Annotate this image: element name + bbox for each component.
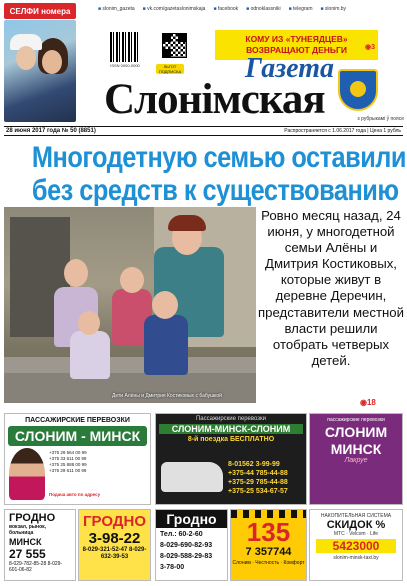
ad6-phone-2: 8-029-690-82-93	[160, 542, 213, 549]
photo-child-body-3	[144, 315, 188, 375]
coat-of-arms-icon	[338, 69, 378, 111]
issue-info: Распространяется с 1.06.2017 года | Цена 1 рубль	[284, 128, 401, 134]
ad1-photo	[9, 448, 45, 500]
ad2-free: 8-й поездка БЕСПЛАТНО	[187, 436, 275, 443]
photo-step-upper	[4, 357, 256, 373]
headline[interactable]	[31, 141, 406, 207]
ad1-phone-2: +375 33 611 00 99	[49, 456, 87, 461]
ad6-phone-4: 3-78-00	[160, 564, 185, 571]
photo-woman-hair	[168, 215, 206, 231]
ad-passenger-transport[interactable]	[4, 413, 151, 505]
photo-child-face-2	[64, 259, 88, 287]
ad4-phones: 8-029-782-85-28 8-029-601-06-82	[9, 561, 63, 573]
ad3-title-2: МИНСК	[330, 441, 382, 457]
ad2-head: Пассажирские перевозки	[195, 416, 267, 422]
headline-line-1: Многодетную семью оставили	[31, 141, 406, 174]
ad7-phone: 7 357744	[245, 546, 292, 558]
ad-taxi-135[interactable]	[230, 509, 307, 581]
ad-discount-system[interactable]	[309, 509, 403, 581]
ad3-brand: Лакруе	[344, 457, 368, 464]
ad2-route: СЛОНИМ-МИНСК-СЛОНИМ	[159, 424, 303, 434]
photo-child-face-4	[78, 311, 100, 335]
ad4-phone-short: 27 555	[9, 547, 46, 561]
selfie-photo	[4, 20, 76, 122]
ad4-stops: вокзал, рынок, больница	[9, 524, 47, 536]
selfie-face-left	[16, 46, 36, 70]
ad2-phone-1: 8-01562 3-99-99	[228, 461, 280, 468]
ad-grodno-yellow[interactable]	[78, 509, 151, 581]
ad6-phone-1: Тел.: 60-2-60	[160, 531, 203, 538]
promo-page-ref: ◉3	[365, 44, 376, 51]
lead-paragraph: Ровно месяц назад, 24 июня, у многодетной семьи Алёны и Дмитрия Костиковых, которые живут в деревне Деречин, представители местной власти решили отобрать четверых детей.	[258, 208, 404, 368]
social-link-site[interactable]: ■ slonim.by	[321, 6, 347, 12]
issue-date: 28 июня 2017 года № 50 (8851)	[6, 128, 96, 134]
ad1-route: СЛОНИМ - МИНСК	[8, 426, 147, 446]
ad1-phone-3: +375 25 888 00 99	[49, 462, 87, 467]
ad2-phones	[228, 460, 288, 496]
ad2-phone-3: +375-29 785-44-88	[228, 479, 288, 486]
logo-title: Слонімская	[104, 76, 325, 123]
ad8-site[interactable]: slonim-minsk-taxi.by	[333, 555, 379, 561]
ad8-title: СКИДОК %	[326, 519, 386, 531]
ad8-operators: МТС · Velcom · Life	[333, 531, 379, 537]
tagline: з рубрыкамі ў поясе	[357, 116, 404, 122]
photo-caption: Дети Алёны и Дмитрия Костиковых с бабушкой	[112, 393, 222, 399]
issn-number: ISSN 0000-0000	[110, 63, 140, 68]
selfie-tag: СЕЛФИ номера	[4, 3, 76, 19]
ad7-number: 135	[246, 517, 291, 547]
ad6-title: Гродно	[156, 510, 227, 528]
ad5-phone-short: 3-98-22	[88, 530, 141, 547]
subscription-sticker: ЛЬГОТ ПОДПИСКА	[156, 64, 184, 74]
ad1-phone-4: +375 29 611 00 99	[49, 468, 87, 473]
ad3-title-1: СЛОНИМ	[324, 424, 388, 440]
social-links	[98, 3, 403, 15]
social-link-telegram[interactable]: ■ telegram	[289, 6, 313, 12]
ad4-title: ГРОДНО	[9, 512, 56, 524]
ad1-phones	[49, 450, 87, 474]
logo-gazeta: Газета	[245, 53, 334, 84]
selfie-face-right	[42, 50, 62, 74]
ad2-phone-2: +375-44 785-44-88	[228, 470, 288, 477]
ad6-phone-3: 8-029-588-29-83	[160, 553, 213, 560]
photo-child-body-4	[70, 331, 110, 379]
ad-slonim-minsk-lakrue[interactable]	[309, 413, 403, 505]
promo-line-1: КОМУ ИЗ «ТУНЕЯДЦЕВ»	[245, 34, 348, 44]
barcode-icon	[110, 32, 138, 62]
social-link-vk[interactable]: ■ vk.com/gazetaslonimskaja	[143, 6, 206, 12]
ad1-note: Подача авто по адресу	[49, 492, 101, 497]
ad-slonim-minsk-slonim[interactable]	[155, 413, 307, 505]
ad2-phone-4: +375-25 534-67-57	[228, 488, 288, 495]
ad4-city: МИНСК	[9, 537, 42, 547]
ad8-subtitle: НАКОПИТЕЛЬНАЯ СИСТЕМА	[320, 513, 392, 519]
social-link-facebook[interactable]: ■ facebook	[213, 6, 238, 12]
ad-grodno-minsk[interactable]	[4, 509, 76, 581]
social-link-ok[interactable]: ■ odnoklassniki	[246, 6, 280, 12]
van-icon	[161, 462, 223, 492]
promo-line-2: ВОЗВРАЩАЮТ ДЕНЬГИ	[246, 45, 347, 55]
ad1-phone-1: +375 29 564 00 99	[49, 450, 87, 455]
social-link-instagram[interactable]: ■ slonim_gazeta	[98, 6, 135, 12]
photo-child-face-3	[152, 291, 178, 319]
ad5-title: ГРОДНО	[83, 513, 146, 530]
headline-line-2: без средств к существованию	[31, 174, 399, 207]
photo-child-face-1	[120, 267, 144, 293]
lead-page-ref: ◉18	[360, 398, 376, 407]
ad5-phones: 8-029-321-52-47 8-029-632-39-53	[82, 547, 147, 560]
ad1-head: ПАССАЖИРСКИЕ ПЕРЕВОЗКИ	[5, 414, 150, 424]
ad7-slogan: Слоним · Честность · Комфорт	[232, 560, 305, 566]
ad8-phone: 5423000	[316, 539, 396, 553]
issue-date-bar	[4, 126, 403, 136]
ad-grodno-black[interactable]	[155, 509, 228, 581]
ad3-subtitle: пассажирские перевозки	[327, 417, 385, 423]
main-photo	[4, 207, 256, 403]
qr-code-icon[interactable]	[162, 33, 187, 58]
